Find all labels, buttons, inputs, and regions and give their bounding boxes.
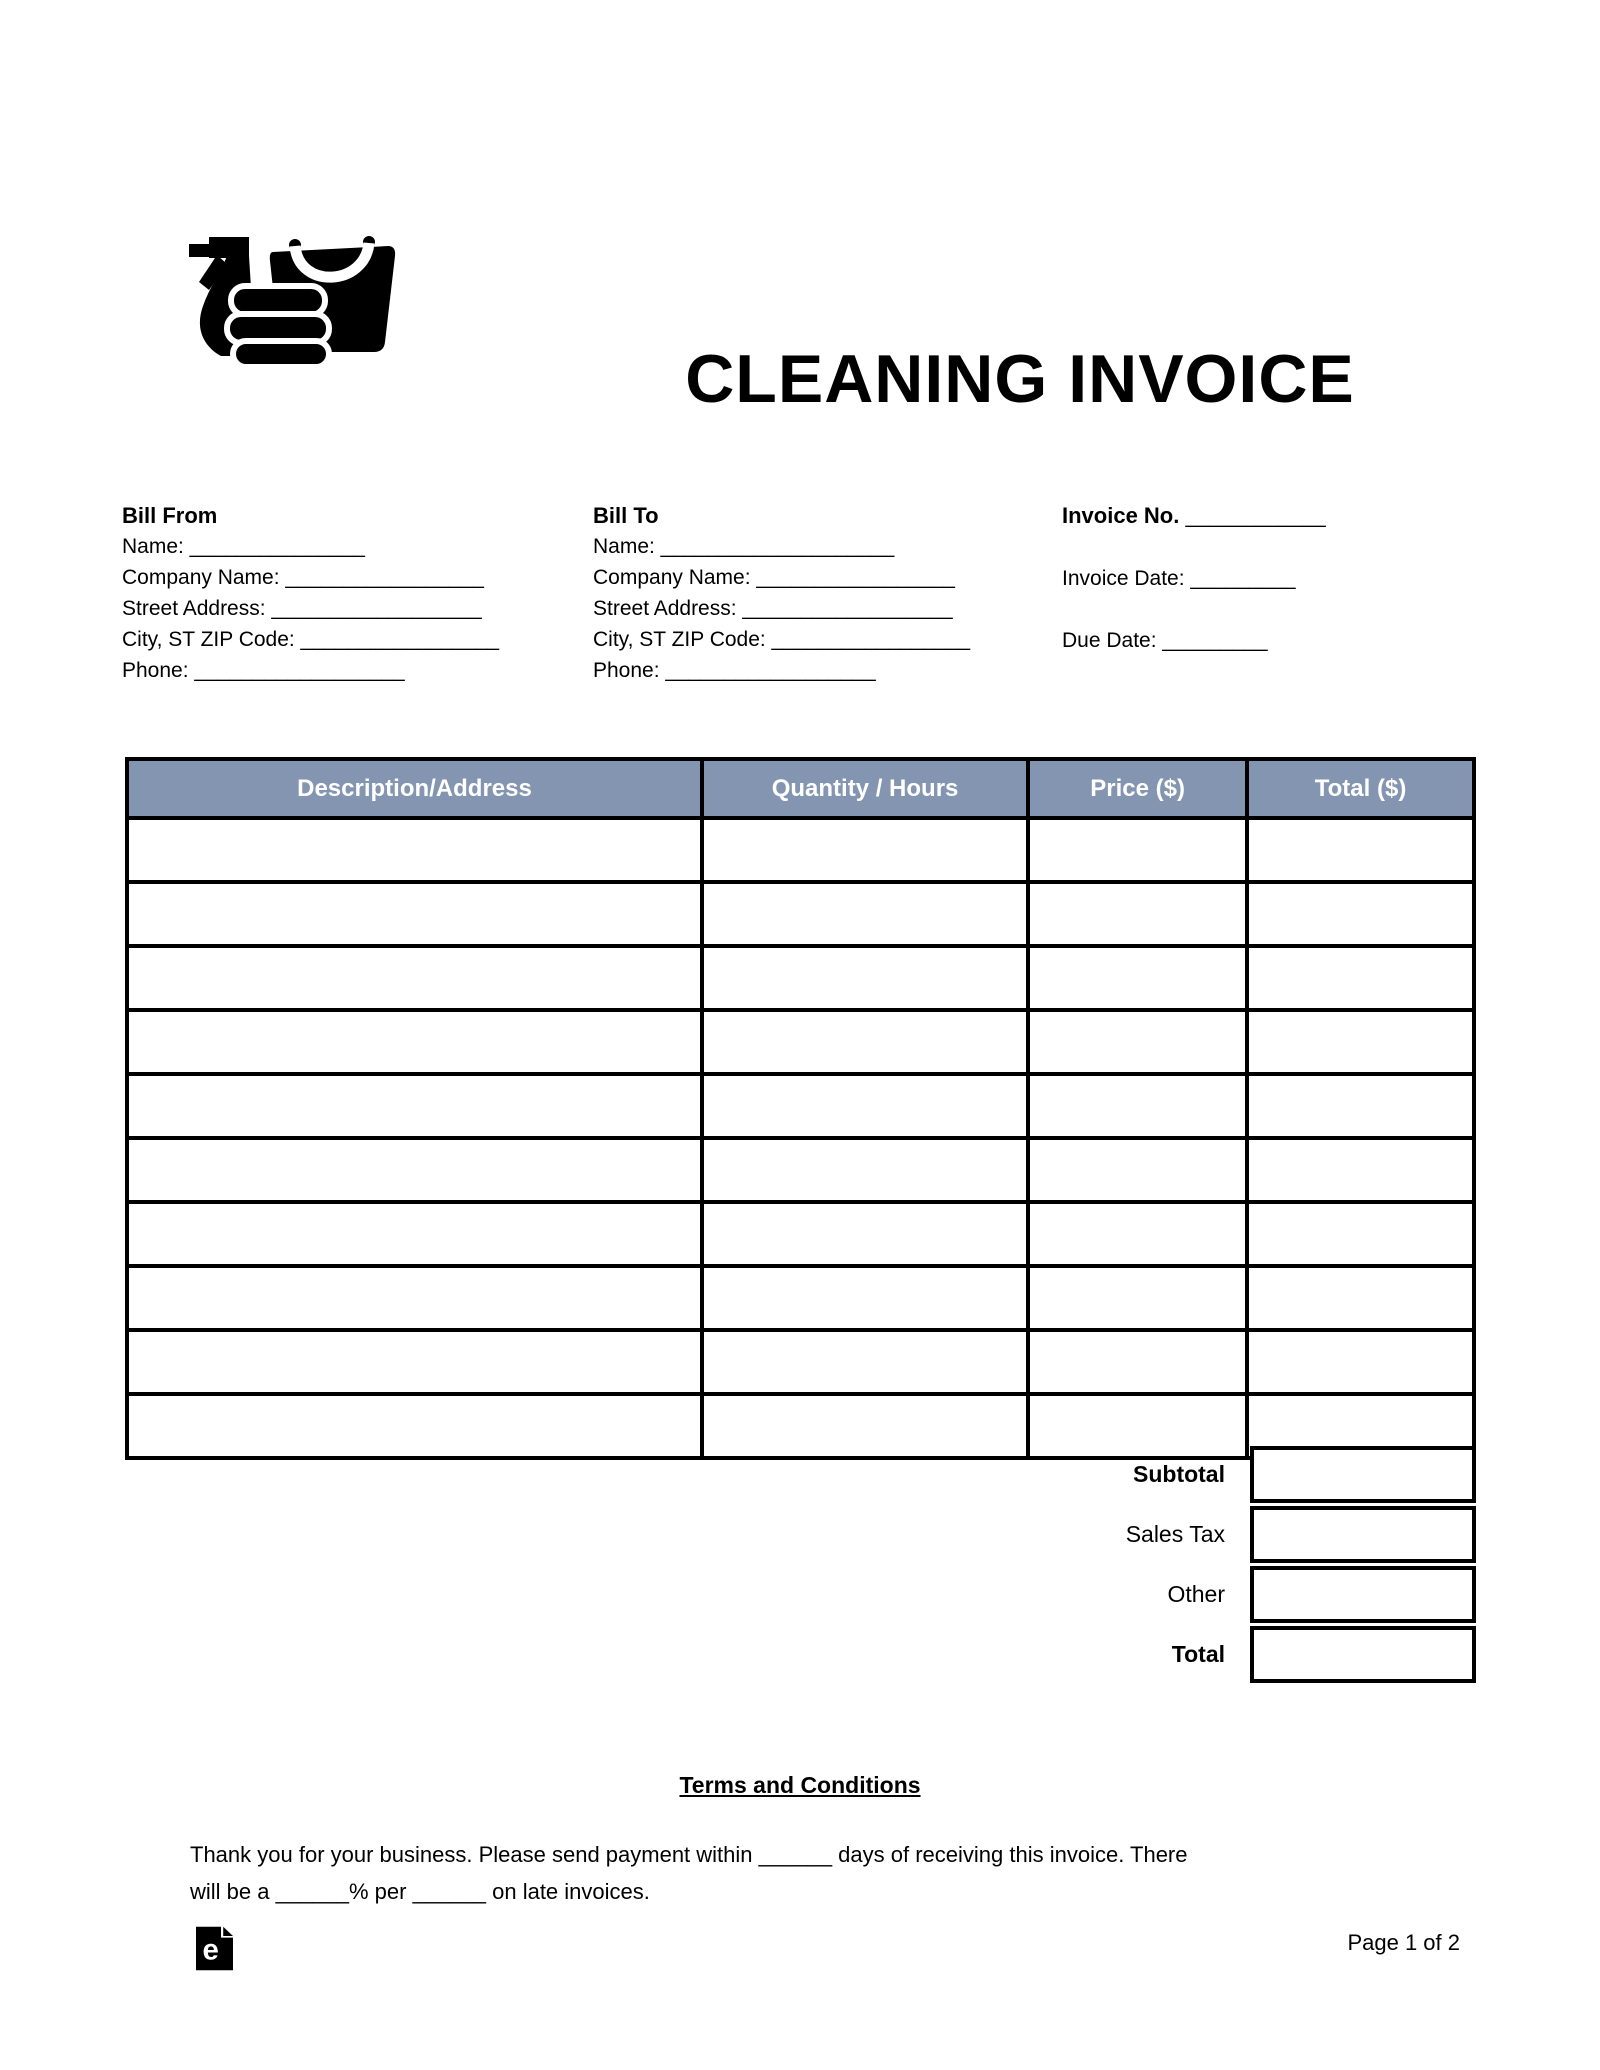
table-cell[interactable] xyxy=(1247,1266,1474,1330)
table-cell[interactable] xyxy=(1247,818,1474,882)
bill-from-name-line[interactable]: Name: _______________ xyxy=(122,535,365,558)
bill-to-heading: Bill To xyxy=(593,503,659,528)
invoice-meta-section xyxy=(1062,500,1326,656)
bill-to-street-line[interactable]: Street Address: __________________ xyxy=(593,597,953,620)
total-value-box[interactable] xyxy=(1250,1626,1476,1683)
svg-text:e: e xyxy=(202,1933,219,1967)
cleaning-supplies-logo-icon xyxy=(187,228,410,368)
bill-from-phone-line[interactable]: Phone: __________________ xyxy=(122,659,405,682)
table-cell[interactable] xyxy=(127,1266,702,1330)
table-row xyxy=(127,1010,1474,1074)
bill-from-company-line[interactable]: Company Name: _________________ xyxy=(122,566,484,589)
table-cell[interactable] xyxy=(702,1074,1028,1138)
table-cell[interactable] xyxy=(127,1138,702,1202)
table-cell[interactable] xyxy=(702,882,1028,946)
terms-line-2[interactable]: will be a ______% per ______ on late invoices. xyxy=(190,1879,650,1904)
terms-heading: Terms and Conditions xyxy=(679,1772,921,1798)
invoice-number-label: Invoice No. xyxy=(1062,503,1186,528)
other-value-box[interactable] xyxy=(1250,1566,1476,1623)
other-row xyxy=(125,1566,1476,1623)
invoice-date-line[interactable]: Invoice Date: _________ xyxy=(1062,567,1296,590)
bill-to-name-line[interactable]: Name: ____________________ xyxy=(593,535,895,558)
totals-section xyxy=(125,1446,1476,1686)
bill-to-city-line[interactable]: City, ST ZIP Code: _________________ xyxy=(593,628,971,651)
table-cell[interactable] xyxy=(1247,1010,1474,1074)
table-cell[interactable] xyxy=(702,1010,1028,1074)
table-row xyxy=(127,1074,1474,1138)
table-cell[interactable] xyxy=(1247,946,1474,1010)
sales-tax-row xyxy=(125,1506,1476,1563)
header-price: Price ($) xyxy=(1028,759,1247,818)
bill-from-street-line[interactable]: Street Address: __________________ xyxy=(122,597,482,620)
bill-from-section xyxy=(122,500,499,686)
table-cell[interactable] xyxy=(1028,946,1247,1010)
total-row xyxy=(125,1626,1476,1683)
table-row xyxy=(127,1138,1474,1202)
table-row xyxy=(127,1330,1474,1394)
bill-to-phone-line[interactable]: Phone: __________________ xyxy=(593,659,876,682)
table-cell[interactable] xyxy=(702,1138,1028,1202)
table-cell[interactable] xyxy=(702,1202,1028,1266)
table-cell[interactable] xyxy=(127,946,702,1010)
table-header-row xyxy=(127,759,1474,818)
due-date-line[interactable]: Due Date: _________ xyxy=(1062,629,1268,652)
invoice-number-line[interactable] xyxy=(1062,500,1326,532)
table-cell[interactable] xyxy=(1028,882,1247,946)
subtotal-value-box[interactable] xyxy=(1250,1446,1476,1503)
bill-to-section xyxy=(593,500,970,686)
table-cell[interactable] xyxy=(1028,1074,1247,1138)
invoice-number-blank[interactable]: ____________ xyxy=(1185,505,1326,528)
total-label: Total xyxy=(1171,1641,1225,1667)
subtotal-row xyxy=(125,1446,1476,1503)
page-number: Page 1 of 2 xyxy=(1347,1930,1460,1955)
table-cell[interactable] xyxy=(127,1330,702,1394)
header-description: Description/Address xyxy=(127,759,702,818)
table-cell[interactable] xyxy=(127,882,702,946)
table-cell[interactable] xyxy=(127,1202,702,1266)
table-cell[interactable] xyxy=(1247,1330,1474,1394)
table-cell[interactable] xyxy=(127,1074,702,1138)
table-cell[interactable] xyxy=(1247,1138,1474,1202)
table-row xyxy=(127,818,1474,882)
table-cell[interactable] xyxy=(1028,1330,1247,1394)
table-row xyxy=(127,1266,1474,1330)
table-row xyxy=(127,1202,1474,1266)
line-items-table xyxy=(125,757,1476,1460)
table-cell[interactable] xyxy=(1028,1138,1247,1202)
sales-tax-label: Sales Tax xyxy=(1125,1521,1225,1547)
table-cell[interactable] xyxy=(702,818,1028,882)
table-cell[interactable] xyxy=(127,1010,702,1074)
header-quantity: Quantity / Hours xyxy=(702,759,1028,818)
subtotal-label: Subtotal xyxy=(1133,1461,1225,1487)
bill-from-city-line[interactable]: City, ST ZIP Code: _________________ xyxy=(122,628,500,651)
table-cell[interactable] xyxy=(702,1266,1028,1330)
bill-from-heading: Bill From xyxy=(122,503,218,528)
table-row xyxy=(127,882,1474,946)
other-label: Other xyxy=(1167,1581,1225,1607)
table-cell[interactable] xyxy=(1247,1202,1474,1266)
table-row xyxy=(127,946,1474,1010)
terms-paragraph xyxy=(190,1836,1450,1910)
table-cell[interactable] xyxy=(1028,1010,1247,1074)
eforms-logo-icon xyxy=(196,1926,233,1971)
table-cell[interactable] xyxy=(1247,882,1474,946)
header-total: Total ($) xyxy=(1247,759,1474,818)
table-cell[interactable] xyxy=(1028,1266,1247,1330)
page-title: CLEANING INVOICE xyxy=(685,341,1355,417)
sales-tax-value-box[interactable] xyxy=(1250,1506,1476,1563)
table-cell[interactable] xyxy=(1028,1202,1247,1266)
terms-line-1[interactable]: Thank you for your business. Please send payment within ______ days of receiving this invoice. There xyxy=(190,1842,1188,1867)
table-cell[interactable] xyxy=(127,818,702,882)
table-cell[interactable] xyxy=(1028,818,1247,882)
table-cell[interactable] xyxy=(1247,1074,1474,1138)
table-cell[interactable] xyxy=(702,1330,1028,1394)
bill-to-company-line[interactable]: Company Name: _________________ xyxy=(593,566,955,589)
table-cell[interactable] xyxy=(702,946,1028,1010)
invoice-table-body xyxy=(127,818,1474,1458)
